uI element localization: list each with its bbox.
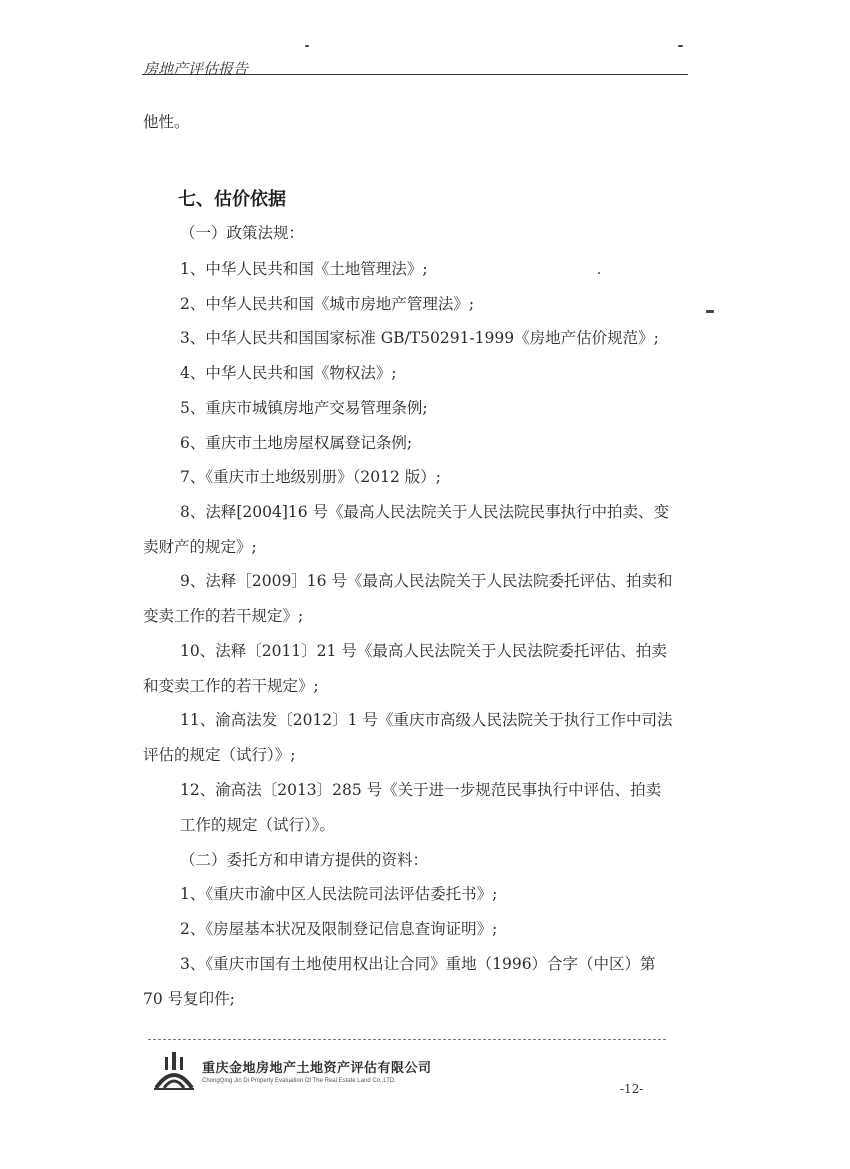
- list-item: 3、中华人民共和国国家标准 GB/T50291-1999《房地产估价规范》;: [180, 329, 659, 347]
- scan-speck: [678, 45, 683, 47]
- list-item: 4、中华人民共和国《物权法》;: [180, 364, 397, 382]
- subsection-materials: （二）委托方和申请方提供的资料：: [180, 851, 429, 869]
- company-name-english: ChongQing Jin Di Property Evaluation Of The Real Estate Land Co.,LTD.: [202, 1078, 396, 1084]
- list-item-continuation: 评估的规定（试行）》;: [143, 746, 296, 764]
- subsection-policy: （一）政策法规：: [180, 224, 305, 242]
- scan-speck: [305, 45, 309, 47]
- company-logo-icon: [152, 1050, 196, 1092]
- list-item: 5、重庆市城镇房地产交易管理条例;: [180, 399, 428, 417]
- list-item: 3、《重庆市国有土地使用权出让合同》重地（1996）合字（中区）第: [180, 955, 656, 973]
- page-number: -12-: [620, 1082, 644, 1096]
- list-item: 9、法释［2009］16 号《最高人民法院关于人民法院委托评估、拍卖和: [180, 572, 673, 590]
- footer-rule: [148, 1039, 666, 1040]
- list-item-continuation: 卖财产的规定》;: [143, 538, 257, 556]
- company-name: 重庆金地房地产土地资产评估有限公司: [202, 1061, 432, 1076]
- list-item: 11、渝高法发〔2012〕1 号《重庆市高级人民法院关于执行工作中司法: [180, 711, 673, 729]
- list-item: 2、《房屋基本状况及限制登记信息查询证明》;: [180, 920, 498, 938]
- header-title: 房地产评估报告: [143, 60, 249, 78]
- list-item: 12、渝高法〔2013〕285 号《关于进一步规范民事执行中评估、拍卖: [180, 781, 662, 799]
- scan-speck: [706, 310, 714, 313]
- list-item-continuation: 70 号复印件;: [143, 990, 235, 1008]
- list-item: 6、重庆市土地房屋权属登记条例;: [180, 434, 413, 452]
- list-item-continuation: 工作的规定（试行）》。: [180, 816, 336, 834]
- list-item-continuation: 变卖工作的若干规定》;: [143, 607, 304, 625]
- continuation-text: 他性。: [143, 113, 190, 131]
- list-item: 1、《重庆市渝中区人民法院司法评估委托书》;: [180, 885, 498, 903]
- list-item: 7、《重庆市土地级别册》（2012 版）;: [180, 468, 441, 486]
- list-item: 8、法释[2004]16 号《最高人民法院关于人民法院民事执行中拍卖、变: [180, 503, 670, 521]
- scan-speck: [598, 272, 600, 274]
- section-heading: 七、估价依据: [178, 189, 286, 210]
- list-item-continuation: 和变卖工作的若干规定》;: [143, 677, 319, 695]
- list-item: 10、法释〔2011〕21 号《最高人民法院关于人民法院委托评估、拍卖: [180, 642, 667, 660]
- list-item: 1、中华人民共和国《土地管理法》;: [180, 260, 428, 278]
- header-rule: [142, 74, 688, 75]
- list-item: 2、中华人民共和国《城市房地产管理法》;: [180, 295, 475, 313]
